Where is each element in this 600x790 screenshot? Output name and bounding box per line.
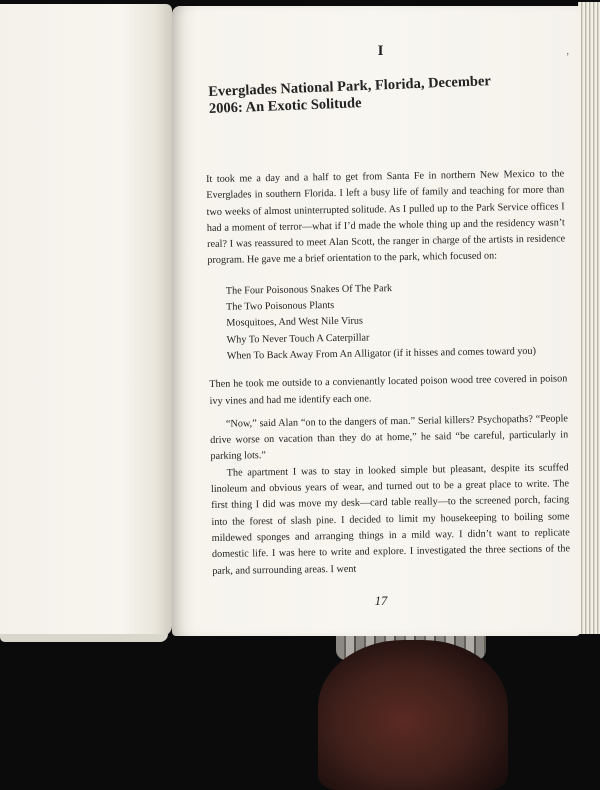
hand [318, 640, 508, 790]
right-page [172, 6, 580, 636]
left-page-edge [0, 634, 168, 642]
list-item: Mosquitoes, And West Nile Virus [226, 315, 364, 330]
body-text [206, 166, 570, 579]
list-item: Why To Never Touch A Caterpillar [226, 332, 370, 346]
stray-mark: ’ [566, 52, 570, 63]
paragraph: It took me a day and a half to get from Santa Fe in northern New Mexico to the Everglades in southern Florida. I left a busy life of family and teaching for more than two weeks of almost uninterrupted solitude. As I pulled up to the Park Service offices I had a moment of terror—what if I’d made the whole thing up and the residency wasn’t real? I was reassured to meet Alan Scott, the ranger in charge of the artists in residence program. He gave me a brief orientation to the park, which focused on: [206, 168, 566, 267]
chapter-title-line: Everglades National Park, Florida, December [208, 73, 492, 100]
chapter-title-line: 2006: An Exotic Solitude [208, 95, 362, 117]
chapter-title [208, 71, 539, 118]
list-item: When To Back Away From An Alligator (if it hisses and comes toward you) [226, 345, 537, 362]
chapter-numeral: I [377, 43, 385, 59]
orientation-list [226, 278, 567, 365]
list-item: The Two Poisonous Plants [226, 300, 335, 313]
paragraph: Then he took me outside to a convienantly located poison wood tree covered in poison ivy vines and had me identify each one. [209, 373, 568, 407]
paragraph: “Now,” said Alan “on to the dangers of man.” Serial killers? Psychopaths? “People drive worse on vacation than they do at home,” he said “be careful, particularly in parking lots.” [210, 413, 569, 463]
page-number: 17 [374, 594, 388, 608]
page-stack-edges [578, 2, 600, 634]
paragraph: The apartment I was to stay in looked simple but pleasant, despite its scuffed linoleum and obvious years of wear, and turned out to be a great place to write. The first thing I did was move my desk—card table really—to the screened porch, facing into the forest of slash pine. I decided to limit my housekeeping to boiling some mildewed sponges and arranging things in a mild way. I didn’t want to replicate domestic life. I was here to write and explore. I investigated the three sections of the park, and surrounding areas. I went [210, 462, 571, 577]
left-page [0, 4, 172, 636]
list-item: The Four Poisonous Snakes Of The Park [225, 282, 393, 297]
